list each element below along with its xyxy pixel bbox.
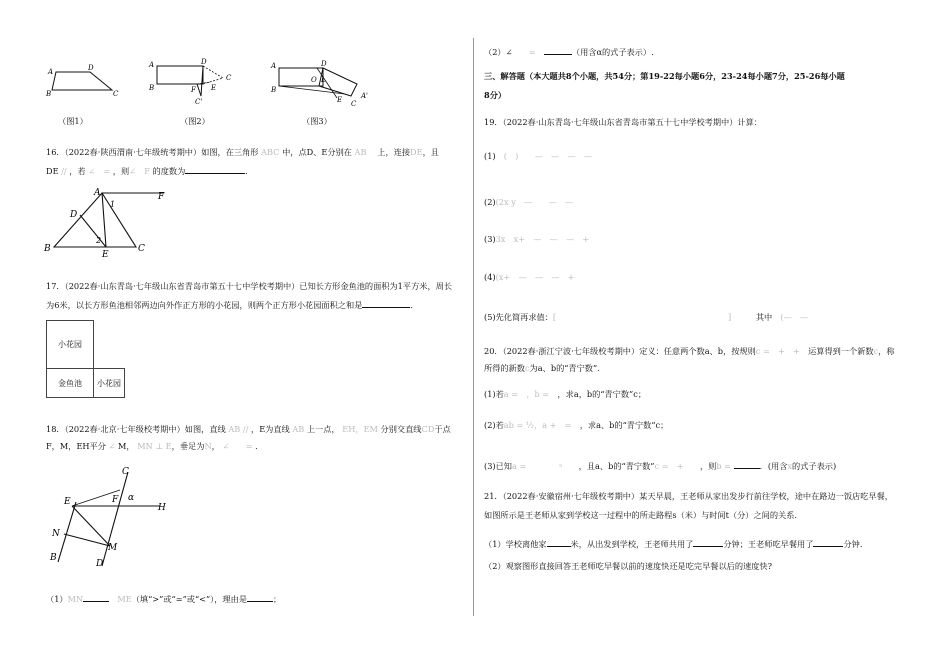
q20-answer-blank[interactable] [734,459,760,469]
fig3-label: A [271,62,277,70]
q16-label: D [70,210,78,220]
q16-label: A [94,188,101,198]
fig2-label: A [149,61,155,69]
q17-garden-top: 小花园 [47,321,94,369]
section3-heading-line2: 8分） [484,90,507,100]
q16-label: 1 [110,200,116,209]
fig3-label: D [321,60,327,68]
q21-line2: 如图所示是王老师从家到学校这一过程中的所走路程s（米）与时间t（分）之间的关系. [484,510,798,520]
q20-part-2: (2)若ab = ½，a + = ，求a、b的“青宁数”c； [484,420,669,430]
q21-line1: 21．（2022春·安徽宿州·七年级校考期中）某天早晨，王老师从家出发步行前往学校，途中在路边一饭店吃早餐， [484,491,893,501]
fig2-label: C' [195,98,203,106]
q21-part-2: （2）观察图形直接回答王老师吃早餐以前的速度快还是吃完早餐以后的速度快? [484,561,772,571]
q16-label: C [138,244,145,254]
fig3-label: C [351,100,357,108]
q17-pond-diagram [46,320,125,398]
q17-line2: 为6米，以长方形鱼池相邻两边向外作正方形的小花园，则两个正方形小花园面积之和是 ． [46,300,419,310]
q16-label: F [158,192,165,202]
q17-garden-right: 小花园 [94,369,125,398]
fig2-label: C [226,74,232,82]
figure-2-caption: （图2） [180,116,210,126]
q16-answer-blank[interactable] [185,164,245,174]
q19-item-5: (5)先化简再求值：[ ] 其中 (— — [484,312,809,322]
q19-heading: 19．（2022春·山东青岛·七年级山东省青岛市第五十七中学校考期中）计算： [484,117,762,127]
q18-parallel-lines-figure [46,466,176,570]
q18-label: C [122,467,129,477]
q18-label: B [50,553,57,563]
q16-label: B [44,244,51,254]
figure-3 [265,58,380,108]
q16-line1: 16．（2022春·陕西渭南·七年级统考期中）如图，在三角形 ABC 中，点D、E分别在 AB 上，连接DE，且 [46,147,439,157]
q20-line1: 20．（2022春·浙江宁波·七年级校考期中）定义：任意两个数a、b，按规则c = + + 运算得到一个新数c，称 [484,346,895,356]
q20-part-1: (1)若a = ，b = ，求a，b的“青宁数”c； [484,389,647,399]
q16-label: E [102,250,109,260]
q19-item-4: (4)(x+ — — — + [484,272,575,282]
q17-pond: 金鱼池 [47,369,94,398]
fig2-label: B [149,84,155,92]
fig1-label: A [48,68,54,76]
fig3-label: A' [361,92,368,100]
fig2-label: D [201,58,207,66]
q18-line2: F，M，EH平分 ∠ M， MN ⊥ E，垂足为N， ∠ = ． [46,441,264,451]
q17-answer-blank[interactable] [362,298,410,308]
q21-part-1: （1）学校离他家 米，从出发到学校，王老师共用了 分钟；王老师吃早餐用了 分钟. [484,539,863,549]
q16-triangle-figure [40,185,180,260]
q18-sub1: （1）MN ME（填“>”或“=”或“<”），理由是 ； [46,594,282,604]
q21-breakfast-time-blank[interactable] [813,537,843,547]
q19-item-2: (2)(2x y — — — [484,197,574,207]
q16-label: 2 [96,236,102,245]
q18-label: N [52,529,60,539]
q20-line2: 所得的新数c为a、b的“青宁数”． [484,363,606,373]
fig1-label: C [113,90,119,98]
fig3-label: E [337,96,343,104]
fig1-label: D [88,64,94,72]
q19-item-1: (1) ( ) — — — — [484,151,593,161]
fig3-label: B [271,86,277,94]
figure-3-caption: （图3） [302,116,332,126]
q18-reason-blank[interactable] [247,592,273,602]
q18-label: E [64,497,71,507]
fig3-label: O [311,76,317,84]
fig2-label: E [211,84,217,92]
q18-label: D [96,559,104,569]
q21-distance-blank[interactable] [547,537,571,547]
figure-1 [40,62,130,102]
q18-compare-blank[interactable] [83,592,109,602]
q18-label: α [128,493,135,503]
q19-item-3: (3)3x x+ — — — + [484,234,590,244]
fig2-label: F [191,86,196,94]
q17-line1: 17．（2022春·山东青岛·七年级山东省青岛市第五十七中学校考期中）已知长方形金鱼池的面积为1平方米，周长 [46,281,453,291]
column-divider [473,38,474,616]
q18-label: F [112,495,119,505]
figure-2 [145,58,245,108]
q18-label: H [158,503,166,513]
q18-sub2: （2）∠ = （用含α的式子表示）. [484,47,654,57]
fig1-label: B [46,90,52,98]
fig3-label: L [321,76,326,84]
q20-part-3: (3)已知a = ᵃ ，且a、b的“青宁数”c = + ，则b = ．(用含x的式子表示) [484,461,837,471]
q18-angle-blank[interactable] [544,45,572,55]
q16-line2: DE // ，若 ∠ = ，则∠ F 的度数为 ． [46,166,254,176]
q18-line1: 18．（2022春·北京·七年级校考期中）如图，直线 AB // ，E为直线 AB 上一点， EH，EM 分别交直线CD于点 [46,424,451,434]
figure-1-caption: （图1） [58,116,88,126]
q18-label: M [108,543,118,553]
section3-heading-line1: 三、解答题（本大题共8个小题，共54分；第19-22每小题6分，23-24每小题7分，25-26每小题 [484,71,845,81]
q21-total-time-blank[interactable] [693,537,723,547]
